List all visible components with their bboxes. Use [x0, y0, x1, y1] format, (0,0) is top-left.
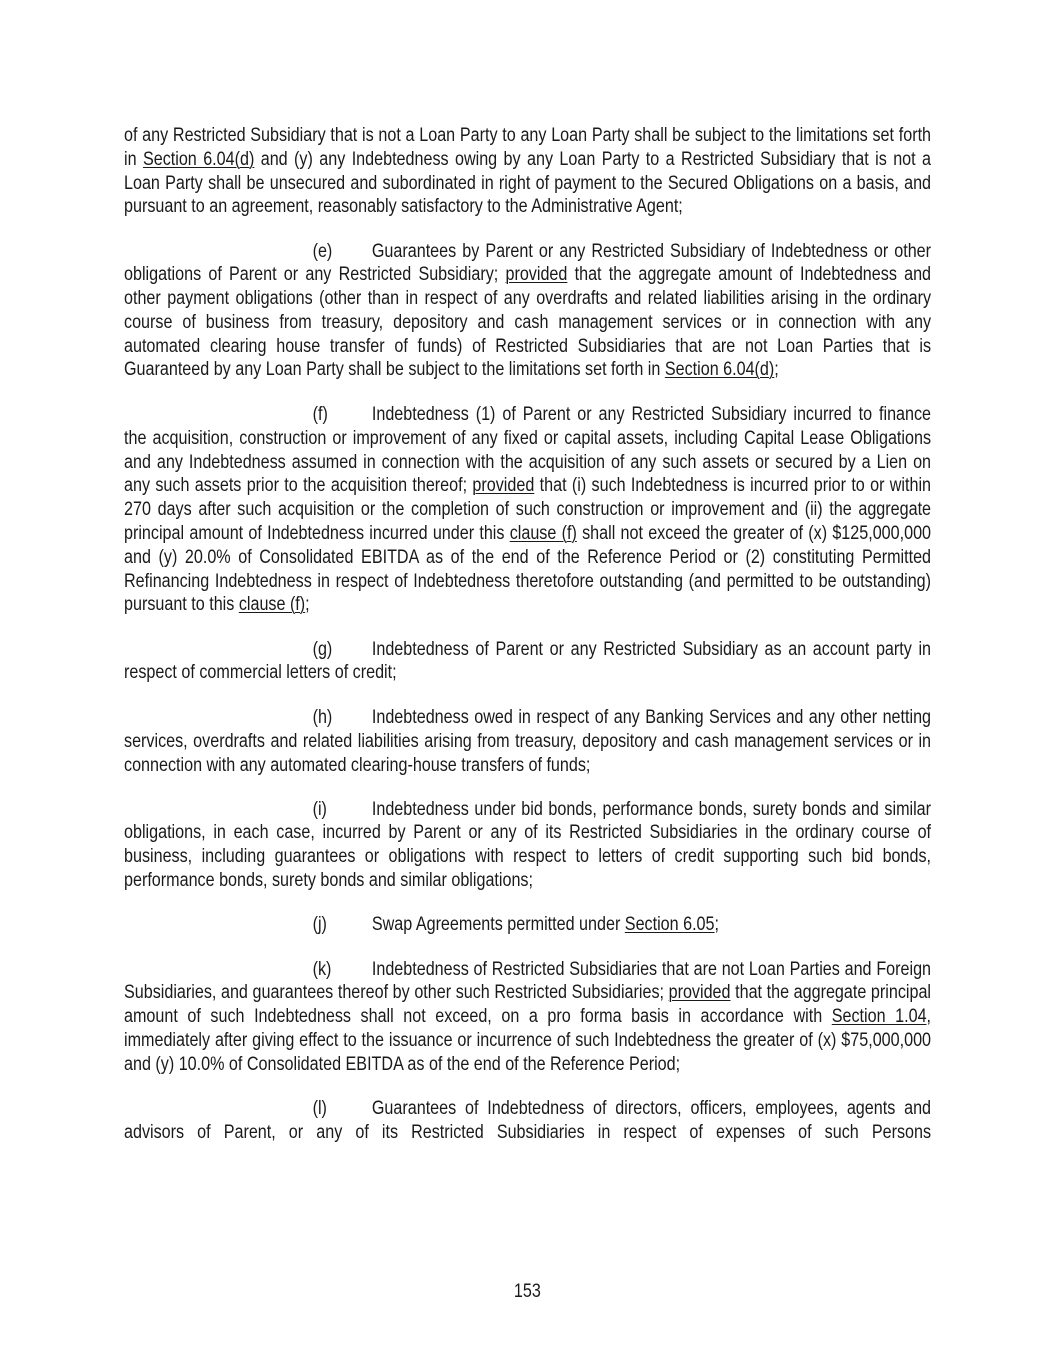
paragraph-text: [124, 1097, 931, 1145]
text-segment: Guarantees of Indebtedness of directors, officers, employees, agents and advisors of Parent, or any of its Restricted Subsidiaries in respect of expenses of such Persons: [124, 1097, 932, 1143]
text-segment: ;: [714, 913, 720, 935]
clause-e: [124, 240, 931, 383]
text-segment: shall not exceed the greater of (x) $125,000,000 and (y) 20.0% of Consolidated EBITDA as of the end of the Reference Period or (2) constituting Permitted Refinancing Indebtedness in respect of Indebtedness theretofore outstanding (and permitted to be outstanding) pursuant to this: [124, 521, 932, 616]
text-segment: Guarantees by Parent or any Restricted Subsidiary of Indebtedness or other obligations of Parent or any Restricted Subsidiary;: [124, 239, 932, 286]
text-segment: that the aggregate amount of Indebtedness and other payment obligations (other than in respect of any overdrafts and related liabilities arising in the ordinary course of business from treasury, depository and cash management services or in connection with any automated clearing house transfer of funds) of Restricted Subsidiaries that are not Loan Parties that is Guaranteed by any Loan Party shall be subject to the limitations set forth in: [124, 263, 932, 381]
page-number: [0, 1280, 1055, 1304]
paragraph-continuation: [124, 124, 931, 219]
section-reference-link: Section 6.04(d): [142, 147, 255, 170]
clause-i: [124, 798, 931, 893]
clause-reference-link: clause (f): [238, 593, 306, 616]
text-segment: , immediately after giving effect to the issuance or incurrence of such Indebtedness the greater of (x) $75,000,000 and (y) 10.0% of Consolidated EBITDA as of the end of the Reference Period;: [124, 1005, 932, 1075]
text-segment: Indebtedness under bid bonds, performance bonds, surety bonds and similar obligations, in each case, incurred by Parent or any of its Restricted Subsidiaries in the ordinary course of business, including guarantees or obligations with respect to letters of credit supporting such bid bonds, performance bonds, surety bonds and similar obligations;: [124, 797, 932, 891]
section-reference-link: Section 6.05: [624, 913, 715, 935]
clause-h: [124, 706, 931, 777]
clause-marker: (e): [312, 239, 333, 262]
clause-reference-link: clause (f): [509, 521, 577, 544]
document-page: [124, 124, 931, 1166]
paragraph-text: [124, 798, 931, 893]
text-segment: ;: [774, 358, 779, 381]
paragraph-text: [124, 124, 931, 219]
text-segment: Indebtedness (1) of Parent or any Restricted Subsidiary incurred to finance the acquisition, construction or improvement of any fixed or capital assets, including Capital Lease Obligations and any Indebtedness assumed in connection with the acquisition of any such assets or secured by a Lien on any such assets prior to the acquisition thereof;: [124, 403, 932, 497]
clause-marker: (l): [312, 1097, 327, 1119]
provided-term: provided: [668, 981, 731, 1004]
clause-l: [124, 1097, 931, 1145]
text-segment: and (y) any Indebtedness owing by any Loan Party to a Restricted Subsidiary that is not a Loan Party shall be unsecured and subordinated in right of payment to the Secured Obligations on a basis, and pursuant to an agreement, reasonably satisfactory to the Administrative Agent;: [124, 147, 932, 218]
text-segment: Indebtedness of Parent or any Restricted Subsidiary as an account party in respect of commercial letters of credit;: [124, 637, 932, 684]
clause-g: [124, 638, 931, 686]
section-reference-link: Section 1.04: [831, 1005, 927, 1028]
paragraph-text: [124, 638, 931, 686]
clause-marker: (j): [312, 913, 327, 935]
paragraph-text: [124, 706, 931, 777]
text-segment: that (i) such Indebtedness is incurred prior to or within 270 days after such acquisition or the completion of such construction or improvement and (ii) the aggregate principal amount of Indebtedness incurred under this: [124, 474, 932, 544]
provided-term: provided: [472, 474, 535, 497]
text-segment: Swap Agreements permitted under: [371, 913, 625, 935]
text-segment: ;: [305, 593, 310, 616]
text-segment: Indebtedness of Restricted Subsidiaries that are not Loan Parties and Foreign Subsidiaries, and guarantees thereof by other such Restricted Subsidiaries;: [124, 957, 932, 1004]
clause-j: [124, 913, 931, 937]
clause-marker: (g): [312, 637, 333, 660]
text-segment: Indebtedness owed in respect of any Banking Services and any other netting services, overdrafts and related liabilities arising from treasury, depository and cash management services or in connection with any automated clearing-house transfers of funds;: [124, 706, 932, 776]
page-number-text: 153: [514, 1280, 541, 1302]
clause-f: [124, 403, 931, 617]
paragraph-text: [124, 913, 931, 937]
paragraph-text: [124, 240, 931, 383]
paragraph-text: [124, 958, 931, 1077]
clause-marker: (f): [312, 403, 328, 425]
paragraph-text: [124, 403, 931, 617]
clause-marker: (h): [312, 706, 333, 728]
text-segment: that the aggregate principal amount of such Indebtedness shall not exceed, on a pro forma basis in accordance with: [124, 981, 932, 1028]
clause-k: [124, 958, 931, 1077]
text-segment: of any Restricted Subsidiary that is not a Loan Party to any Loan Party shall be subject to the limitations set forth in: [124, 124, 932, 170]
clause-marker: (i): [312, 797, 327, 820]
section-reference-link: Section 6.04(d): [664, 358, 775, 381]
provided-term: provided: [505, 263, 568, 286]
clause-marker: (k): [312, 957, 332, 980]
